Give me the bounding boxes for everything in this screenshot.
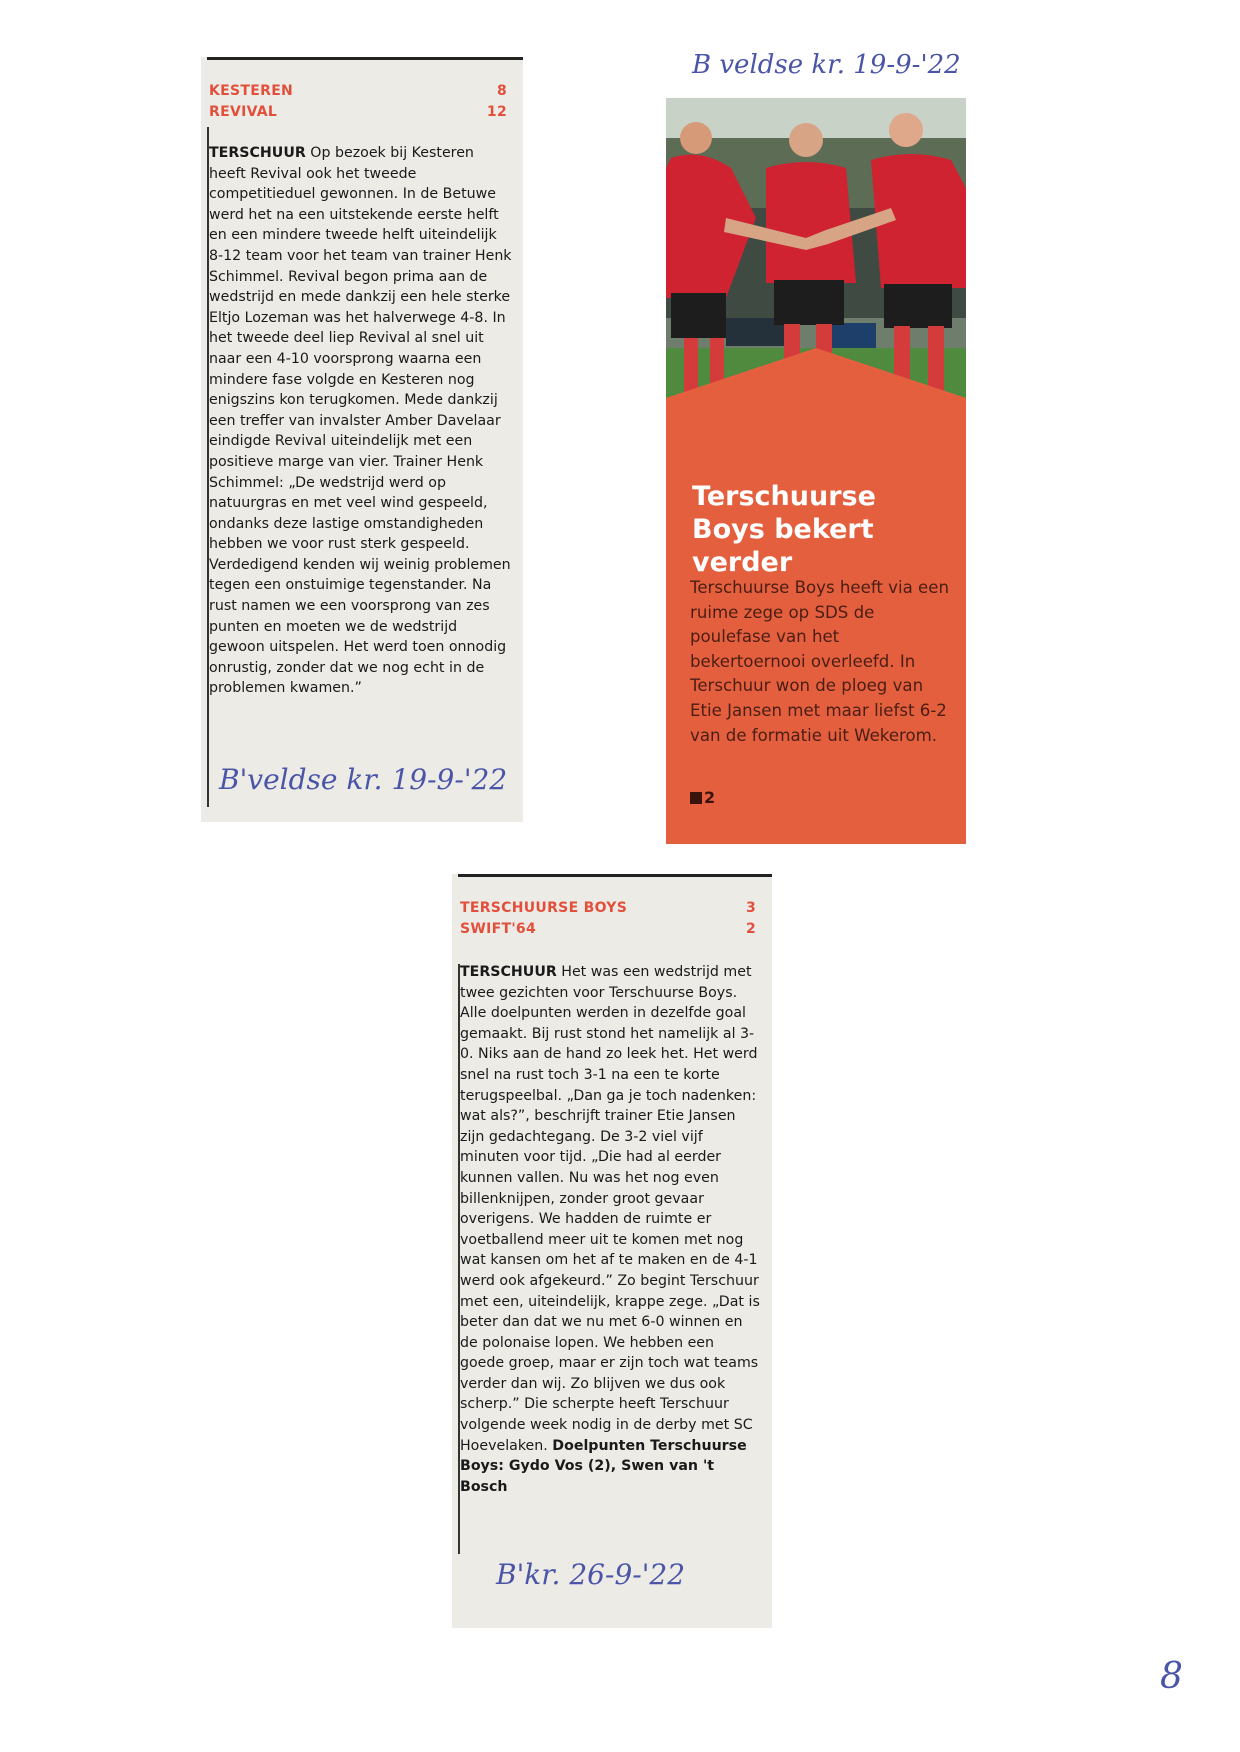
article-headline: Terschuurse Boys bekert verder <box>692 481 876 578</box>
score-row-home <box>460 898 756 919</box>
handwritten-date-note: B veldse kr. 19-9-'22 <box>692 50 961 80</box>
team-score-away: 12 <box>486 104 507 120</box>
match-photo <box>666 98 966 438</box>
clipping-top-rule <box>207 57 523 60</box>
team-name-away: REVIVAL <box>209 104 278 120</box>
article-body <box>460 962 762 1497</box>
clipping-top-rule <box>458 874 772 877</box>
clipping-kesteren-revival <box>201 57 523 822</box>
score-row-away <box>209 102 507 123</box>
clipping-terschuurse-boys-beker <box>666 98 966 844</box>
team-score-home: 8 <box>496 83 507 99</box>
article-dateline: TERSCHUUR <box>460 964 557 980</box>
team-name-home: TERSCHUURSE BOYS <box>460 900 628 916</box>
page-reference <box>690 788 715 807</box>
article-text: Op bezoek bij Kesteren heeft Revival ook het tweede competitieduel gewonnen. In de Betuwe werd het na een uitstekende eerste helft en een mindere tweede helft uiteindelijk 8-12 team voor het team van trainer Henk Schimmel. Revival begon prima aan de wedstrijd en mede dankzij een hele sterke Eltjo Lozeman was het halverwege 4-8. In het tweede deel liep Revival al snel uit naar een 4-10 voorsprong waarna een mindere fase volgde en Kesteren nog enigszins kon terugkomen. Mede dankzij een treffer van invalster Amber Davelaar eindigde Revival uiteindelijk met een positieve marge van vier. Trainer Henk Schimmel: „De wedstrijd werd op natuurgras en met veel wind gespeeld, ondanks deze lastige omstandigheden hebben we voor rust sterk gespeeld. Verdedigend kenden wij weinig problemen tegen een onstuimige tegenstander. Na rust namen we een voorsprong van zes punten en moeten we de wedstrijd gewoon uitspelen. Het werd toen onnodig onrustig, zonder dat we nog echt in de problemen kwamen.” <box>209 145 512 697</box>
page-reference-number: 2 <box>704 788 716 807</box>
score-row-home <box>209 81 507 102</box>
team-name-away: SWIFT'64 <box>460 921 537 937</box>
handwritten-date-note: B'kr. 26-9-'22 <box>496 1558 686 1591</box>
page-reference-icon <box>690 792 702 804</box>
article-scorers: Doelpunten Terschuurse Boys: Gydo Vos (2), Swen van 't Bosch <box>460 1437 747 1495</box>
article-dateline: TERSCHUUR <box>209 145 306 161</box>
handwritten-date-note: B'veldse kr. 19-9-'22 <box>219 763 508 796</box>
score-row-away <box>460 919 756 940</box>
page-number: 8 <box>1160 1656 1183 1697</box>
article-body <box>209 143 513 699</box>
clipping-terschuurse-boys-swift64 <box>452 874 772 1628</box>
team-score-home: 3 <box>745 900 756 916</box>
team-name-home: KESTEREN <box>209 83 294 99</box>
score-header <box>209 81 507 123</box>
score-header <box>460 898 756 940</box>
article-text: Het was een wedstrijd met twee gezichten voor Terschuurse Boys. Alle doelpunten werden in dezelfde goal gemaakt. Bij rust stond het namelijk al 3-0. Niks aan de hand zo leek het. Het werd snel na rust toch 3-1 na een te korte terugspeelbal. „Dan ga je toch nadenken: wat als?”, beschrijft trainer Etie Jansen zijn gedachtegang. De 3-2 viel vijf minuten voor tijd. „Die had al eerder kunnen vallen. Nu was het nog even billenknijpen, zonder groot gevaar overigens. We hadden de ruimte er voetballend meer uit te komen met nog wat kansen om het af te maken en de 4-1 werd ook afgekeurd.” Zo begint Terschuur met een, uiteindelijk, krappe zege. „Dat is beter dan dat we nu met 6-0 winnen en de polonaise lopen. We hebben een goede groep, maar er zijn toch wat teams verder dan wij. Zo blijven we dus ook scherp.” Die scherpte heeft Terschuur volgende week nodig in de derby met SC Hoevelaken. <box>460 964 760 1454</box>
article-teaser: Terschuurse Boys heeft via een ruime zege op SDS de poulefase van het bekertoernooi overleefd. In Terschuur won de ploeg van Etie Jansen met maar liefst 6-2 van de formatie uit Wekerom. <box>690 578 949 745</box>
team-score-away: 2 <box>745 921 756 937</box>
